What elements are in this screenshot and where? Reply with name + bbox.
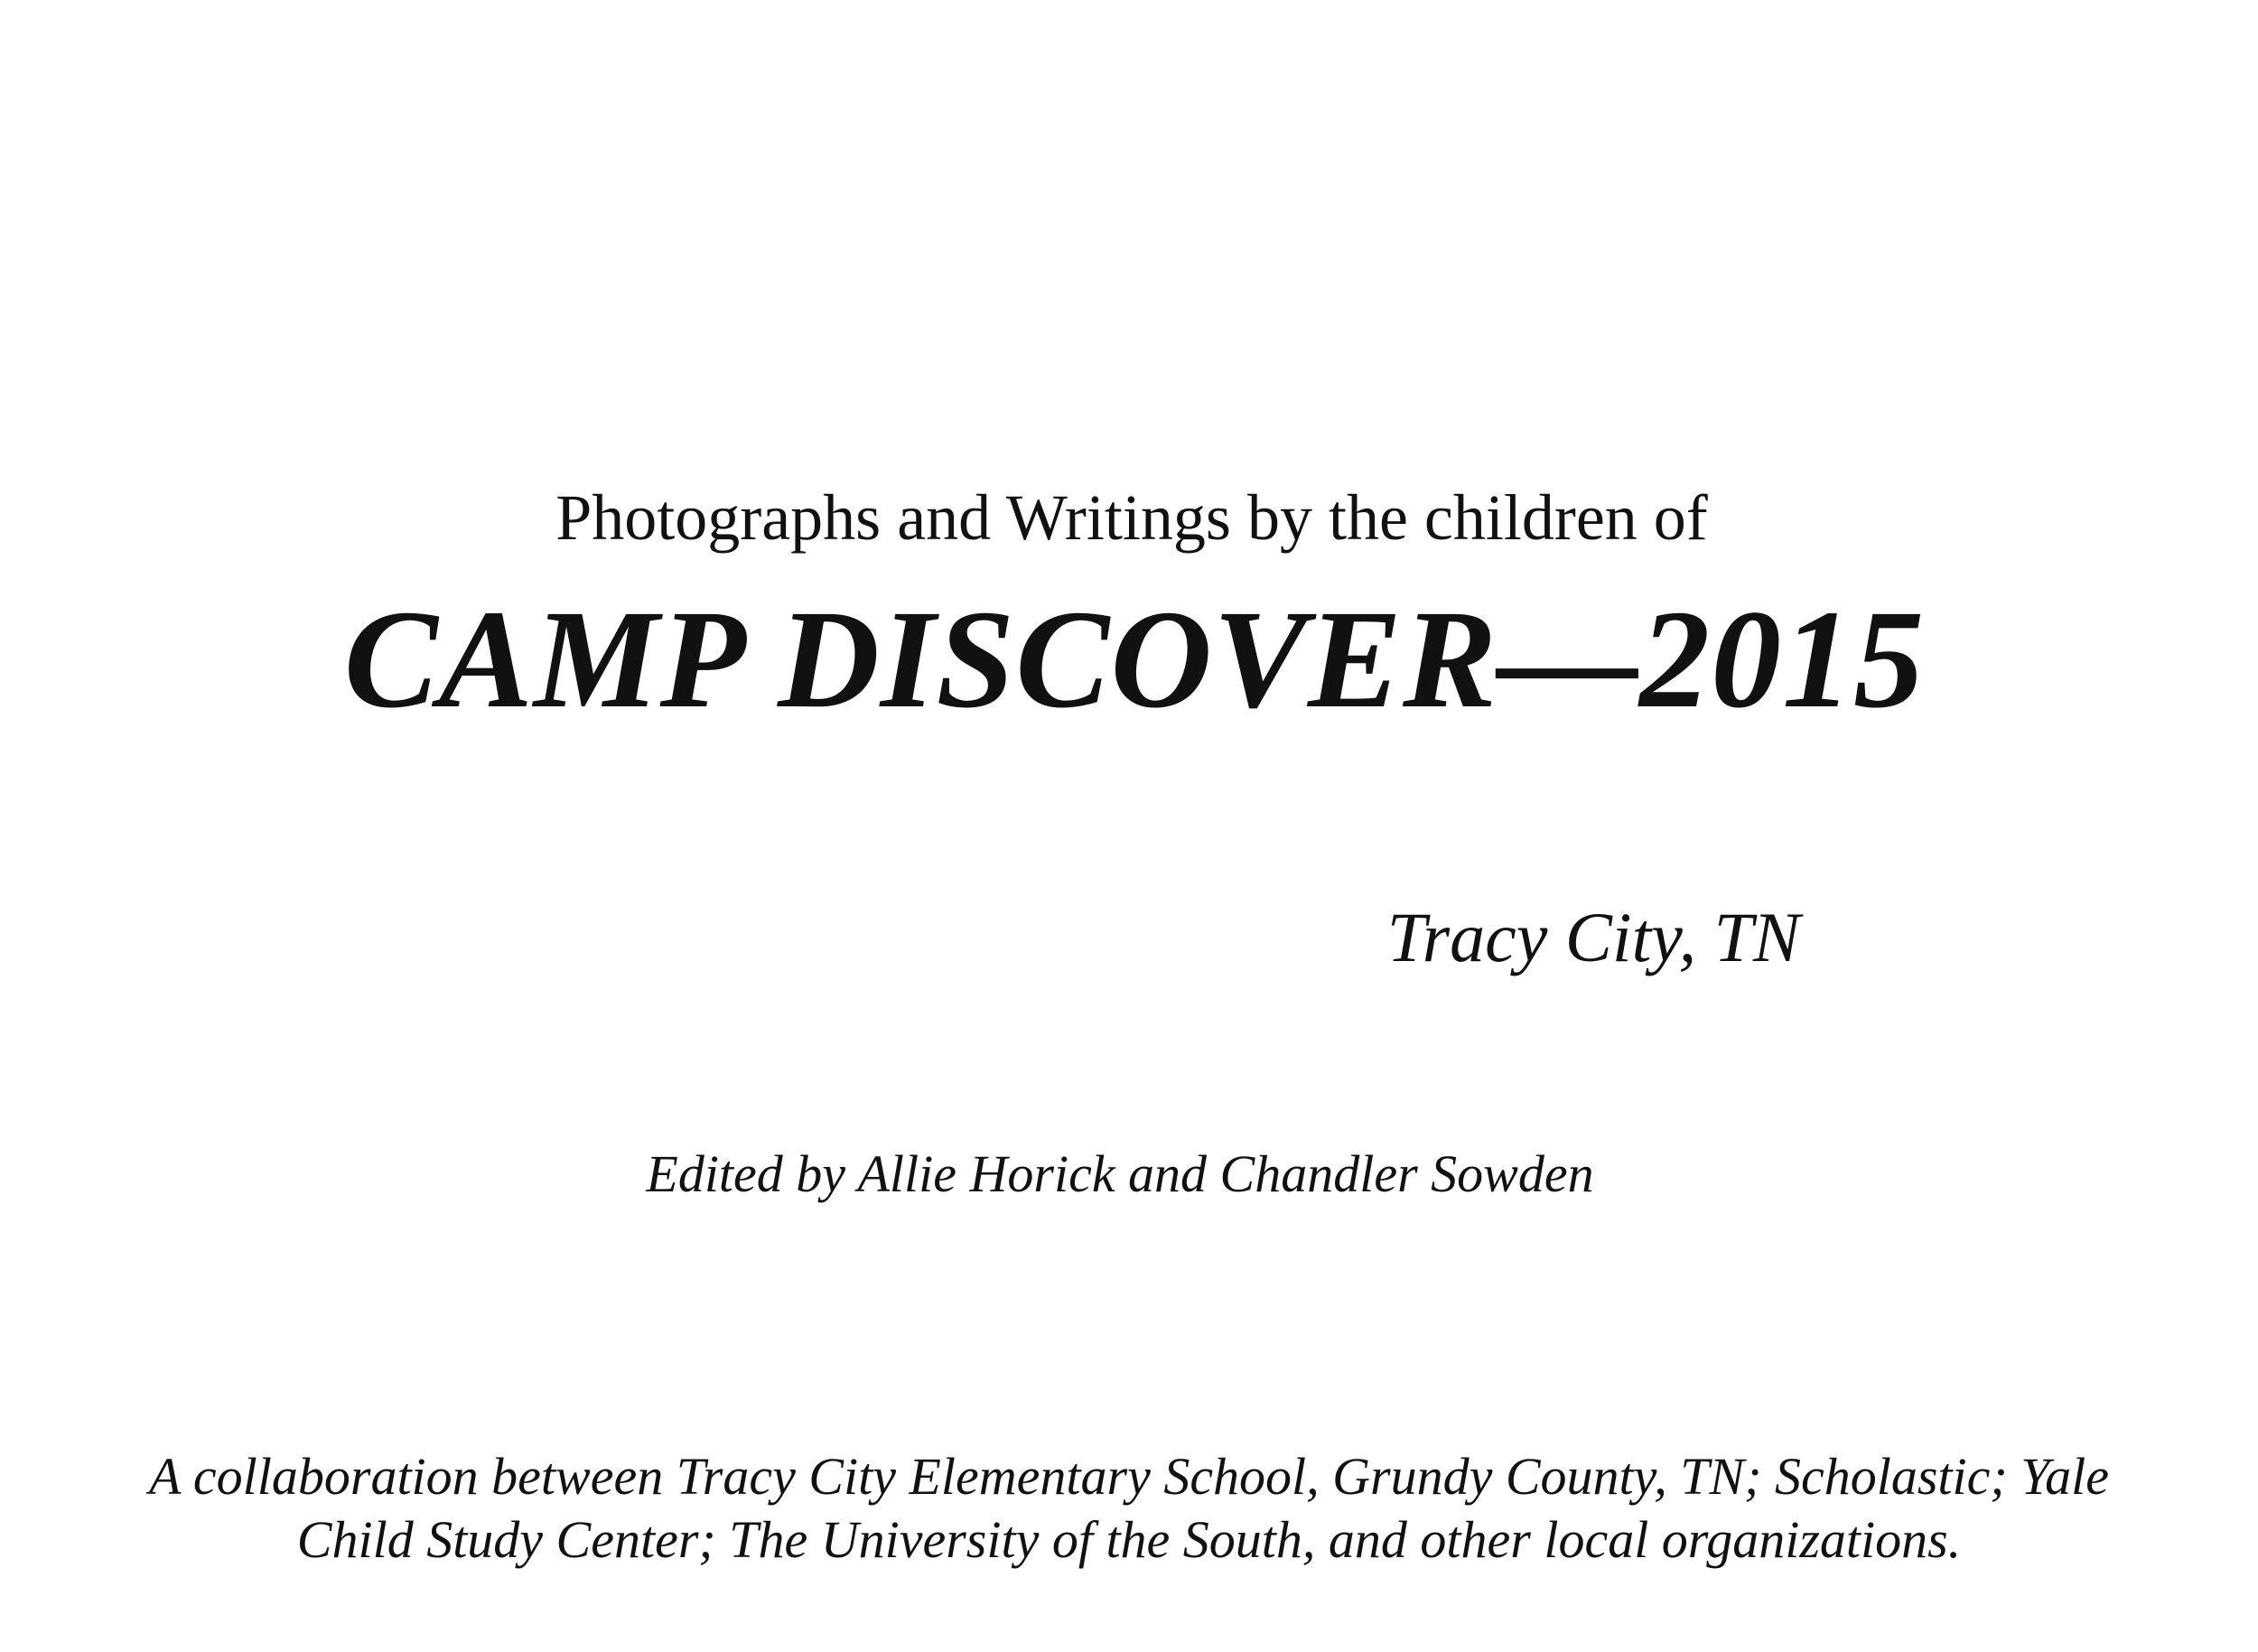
subtitle: Photographs and Writings by the children of — [555, 481, 1708, 554]
location: Tracy City, TN — [1386, 898, 1800, 976]
collaboration-line-1: A collaboration between Tracy City Elementary School, Grundy County, TN; Scholastic; Yale — [149, 1447, 2109, 1506]
editors-credit: Edited by Allie Horick and Chandler Sowden — [646, 1144, 1594, 1203]
book-title: CAMP DISCOVER—2015 — [343, 581, 1926, 737]
collaboration-line-2: Child Study Center; The University of the South, and other local organizations. — [296, 1510, 1962, 1569]
collaboration-note — [0, 1445, 2258, 1572]
